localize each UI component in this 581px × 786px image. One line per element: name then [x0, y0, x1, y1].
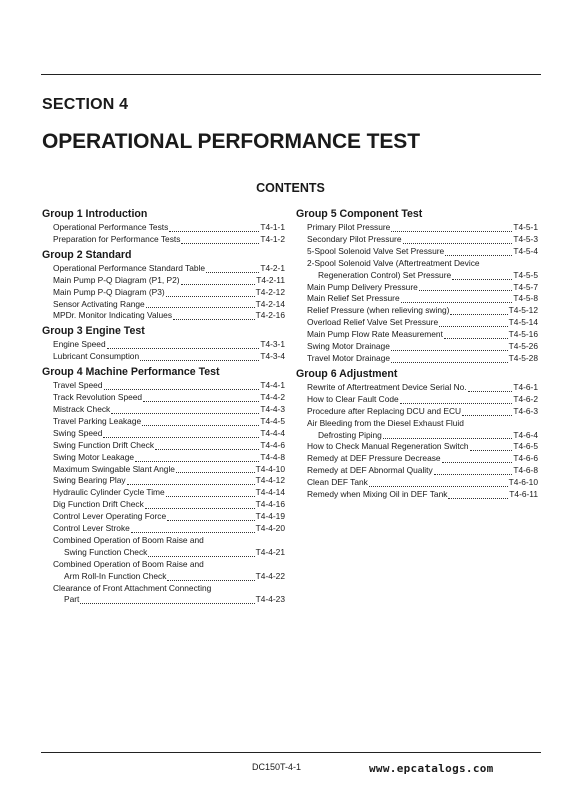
toc-entry[interactable] [53, 511, 285, 523]
dot-leader [148, 556, 254, 557]
toc-entry-row [53, 499, 285, 511]
toc-entry[interactable] [53, 222, 285, 234]
toc-entry-row [307, 406, 538, 418]
toc-entry-row [53, 547, 285, 559]
toc-entry-row [53, 310, 285, 322]
bottom-rule [41, 752, 541, 753]
toc-entry-row [53, 339, 285, 351]
toc-entry-title: Defrosting Piping [318, 429, 382, 440]
toc-entry[interactable] [53, 351, 285, 363]
toc-entry-title: MPDr. Monitor Indicating Values [53, 310, 173, 321]
toc-page-number: T4-4-12 [255, 475, 285, 486]
toc-entry-title: Remedy at DEF Abnormal Quality [307, 465, 433, 476]
toc-entry-lead: Combined Operation of Boom Raise and [53, 558, 204, 569]
toc-entry[interactable] [53, 452, 285, 464]
toc-page-number: T4-6-6 [513, 453, 538, 464]
toc-page-number: T4-6-1 [513, 381, 538, 392]
toc-entry-title: Swing Motor Drainage [307, 341, 390, 352]
toc-entry[interactable] [307, 394, 538, 406]
toc-entry-title: Overload Relief Valve Set Pressure [307, 317, 439, 328]
dot-leader [445, 255, 512, 256]
toc-entry-title: Operational Performance Standard Table [53, 262, 206, 273]
toc-entry[interactable] [307, 353, 538, 365]
dot-leader [146, 307, 255, 308]
toc-entry-title: Control Lever Operating Force [53, 511, 167, 522]
toc-entry-row [307, 270, 538, 282]
footer-site-link[interactable]: www.epcatalogs.com [369, 762, 494, 775]
toc-entry-title: Travel Motor Drainage [307, 352, 391, 363]
dot-leader [80, 603, 254, 604]
dot-leader [391, 350, 508, 351]
toc-group [42, 208, 285, 246]
toc-entry[interactable] [307, 489, 538, 501]
toc-entry-title: Lubricant Consumption [53, 351, 140, 362]
toc-entry[interactable] [53, 275, 285, 287]
dot-leader [166, 496, 255, 497]
toc-page-number: T4-4-23 [255, 594, 285, 605]
toc-page-number: T4-6-8 [513, 465, 538, 476]
group-title: Group 2 Standard [42, 248, 132, 261]
toc-page-number: T4-2-14 [255, 298, 285, 309]
toc-page-number: T4-2-12 [255, 286, 285, 297]
toc-entry-title: Secondary Pilot Pressure [307, 233, 402, 244]
contents-heading: CONTENTS [256, 181, 325, 195]
toc-entry[interactable] [307, 293, 538, 305]
toc-page-number: T4-1-2 [260, 233, 285, 244]
toc-entry-title: Sensor Activating Range [53, 298, 145, 309]
toc-entry-title: Hydraulic Cylinder Cycle Time [53, 487, 165, 498]
toc-page-number: T4-6-2 [513, 393, 538, 404]
toc-entry-title: Travel Speed [53, 380, 103, 391]
toc-page-number: T4-5-7 [513, 281, 538, 292]
toc-entry[interactable] [53, 523, 285, 535]
toc-entry[interactable] [307, 382, 538, 394]
toc-entry[interactable] [53, 416, 285, 428]
dot-leader [155, 449, 259, 450]
toc-entry[interactable] [307, 453, 538, 465]
toc-entry-title: Mistrack Check [53, 403, 111, 414]
group-title: Group 5 Component Test [296, 208, 423, 220]
toc-entry-row [53, 416, 285, 428]
toc-entry-lead: 2-Spool Solenoid Valve (Aftertreatment Device [307, 257, 480, 268]
toc-entry-row [53, 351, 285, 363]
toc-entry[interactable] [307, 282, 538, 294]
dot-leader [104, 389, 260, 390]
dot-leader [391, 362, 508, 363]
toc-entry-row [53, 475, 285, 487]
toc-entry[interactable] [307, 305, 538, 317]
toc-entry-title: Control Lever Stroke [53, 523, 130, 534]
toc-entry[interactable] [53, 234, 285, 246]
footer-doc-id: DC150T-4-1 [252, 762, 302, 772]
dot-leader [181, 243, 259, 244]
toc-page-number: T4-4-19 [255, 511, 285, 522]
toc-page-number: T4-4-21 [255, 546, 285, 557]
toc-page-number: T4-4-3 [260, 403, 285, 414]
toc-entry-title: Main Pump P-Q Diagram (P1, P2) [53, 274, 180, 285]
toc-entry-title: Track Revolution Speed [53, 392, 143, 403]
toc-entry-row [53, 487, 285, 499]
toc-entry-title: Part [64, 594, 80, 605]
group-title: Group 1 Introduction [42, 208, 148, 220]
toc-entry-title: Operational Performance Tests [53, 222, 169, 232]
toc-entry-title: Swing Function Check [64, 546, 148, 557]
toc-entry-list [307, 382, 538, 501]
dot-leader [176, 472, 255, 473]
dot-leader [173, 319, 255, 320]
toc-page-number: T4-5-26 [508, 341, 538, 352]
toc-entry-row [307, 317, 538, 329]
toc-entry-row [53, 222, 285, 234]
toc-entry-title: How to Check Manual Regeneration Switch [307, 441, 469, 452]
toc-entry-row [307, 293, 538, 305]
toc-group [42, 325, 285, 363]
toc-page-number: T4-6-10 [508, 477, 538, 488]
toc-entry[interactable] [53, 392, 285, 404]
toc-entry-title: Relief Pressure (when relieving swing) [307, 305, 450, 316]
toc-entry-lead: Combined Operation of Boom Raise and [53, 534, 204, 545]
toc-entry-row [53, 440, 285, 452]
toc-entry-title: How to Clear Fault Code [307, 393, 399, 404]
toc-entry-row [307, 453, 538, 465]
toc-page-number: T4-4-10 [255, 463, 285, 474]
toc-page-number: T4-5-3 [513, 233, 538, 244]
toc-entry-title: Clean DEF Tank [307, 477, 368, 488]
dot-leader [142, 425, 259, 426]
group-title: Group 3 Engine Test [42, 325, 145, 338]
toc-page-number: T4-1-1 [260, 222, 285, 232]
toc-entry[interactable] [53, 440, 285, 452]
toc-entry[interactable] [307, 465, 538, 477]
toc-entry[interactable] [53, 299, 285, 311]
toc-entry-title: Main Pump Delivery Pressure [307, 281, 418, 292]
toc-entry-row [53, 404, 285, 416]
toc-entry-row [307, 382, 538, 394]
toc-entry-lead: Clearance of Front Attachment Connecting [53, 582, 212, 593]
dot-leader [450, 314, 507, 315]
dot-leader [369, 486, 508, 487]
toc-page-number: T4-4-2 [260, 392, 285, 403]
top-rule [41, 74, 541, 75]
toc-entry[interactable] [307, 258, 538, 282]
toc-entry-row [53, 392, 285, 404]
toc-entry-title: Maximum Swingable Slant Angle [53, 463, 175, 474]
toc-page-number: T4-5-16 [508, 329, 538, 340]
toc-entry-title: Rewrite of Aftertreatment Device Serial No. [307, 381, 467, 392]
dot-leader [444, 338, 508, 339]
dot-leader [401, 302, 513, 303]
toc-entry-title: Regeneration Control) Set Pressure [318, 269, 452, 280]
toc-page-number: T4-3-1 [260, 339, 285, 350]
dot-leader [127, 484, 255, 485]
dot-leader [442, 462, 513, 463]
toc-entry-row [53, 452, 285, 464]
toc-page-number: T4-4-1 [260, 380, 285, 391]
toc-entry-row [53, 299, 285, 311]
dot-leader [140, 360, 259, 361]
toc-entry[interactable] [307, 341, 538, 353]
toc-entry-title: Swing Motor Leakage [53, 451, 135, 462]
toc-page-number: T4-4-5 [260, 415, 285, 426]
toc-entry[interactable] [53, 380, 285, 392]
toc-entry-title: Main Relief Set Pressure [307, 293, 400, 304]
toc-page-number: T4-4-14 [255, 487, 285, 498]
toc-entry-row [53, 511, 285, 523]
toc-entry-row [307, 465, 538, 477]
dot-leader [470, 450, 513, 451]
dot-leader [403, 243, 513, 244]
toc-page-number: T4-5-28 [508, 352, 538, 363]
dot-leader [181, 284, 256, 285]
toc-page-number: T4-5-5 [513, 269, 538, 280]
toc-entry-title: Swing Bearing Play [53, 475, 126, 486]
dot-leader [468, 391, 513, 392]
toc-entry[interactable] [53, 428, 285, 440]
toc-entry[interactable] [307, 234, 538, 246]
toc-entry-row [307, 489, 538, 501]
toc-entry[interactable] [53, 559, 285, 583]
toc-entry[interactable] [307, 406, 538, 418]
dot-leader [167, 520, 255, 521]
toc-entry-row [307, 246, 538, 258]
toc-entry-list [53, 263, 285, 323]
toc-page-number: T4-3-4 [260, 351, 285, 362]
toc-page-number: T4-4-4 [260, 427, 285, 438]
toc-entry[interactable] [53, 499, 285, 511]
toc-entry-row [53, 523, 285, 535]
toc-entry[interactable] [53, 263, 285, 275]
toc-entry-row [53, 571, 285, 583]
toc-entry-row [307, 341, 538, 353]
toc-page-number: T4-6-3 [513, 405, 538, 416]
toc-entry-row [53, 234, 285, 246]
toc-entry-title: Main Pump Flow Rate Measurement [307, 329, 443, 340]
toc-entry-title: Travel Parking Leakage [53, 415, 142, 426]
toc-entry-lead: Air Bleeding from the Diesel Exhaust Fluid [307, 417, 464, 428]
toc-entry-list [53, 339, 285, 363]
toc-page-number: T4-4-20 [255, 523, 285, 534]
toc-page-number: T4-2-16 [255, 310, 285, 321]
dot-leader [452, 279, 512, 280]
toc-entry[interactable] [53, 310, 285, 322]
toc-entry-title: Arm Roll-In Function Check [64, 570, 167, 581]
toc-page-number: T4-6-11 [509, 489, 538, 500]
toc-page-number: T4-4-22 [255, 570, 285, 581]
toc-entry-title: Remedy at DEF Pressure Decrease [307, 453, 441, 464]
toc-page-number: T4-6-4 [513, 429, 538, 440]
toc-entry-row [53, 287, 285, 299]
toc-entry-row [307, 477, 538, 489]
toc-entry[interactable] [307, 477, 538, 489]
toc-entry-row [53, 380, 285, 392]
dot-leader [103, 437, 259, 438]
toc-entry-title: Swing Speed [53, 427, 103, 438]
dot-leader [400, 403, 513, 404]
toc-column-left [42, 208, 285, 609]
dot-leader [145, 508, 255, 509]
toc-entry-title: Dig Function Drift Check [53, 499, 144, 510]
dot-leader [135, 461, 259, 462]
toc-entry-row [53, 464, 285, 476]
dot-leader [107, 348, 260, 349]
toc-entry-row [307, 329, 538, 341]
dot-leader [419, 290, 513, 291]
toc-page-number: T4-5-8 [513, 293, 538, 304]
toc-page-number: T4-4-16 [255, 499, 285, 510]
toc-entry[interactable] [53, 404, 285, 416]
group-title: Group 4 Machine Performance Test [42, 366, 220, 379]
toc-entry[interactable] [307, 418, 538, 442]
toc-entry-row [307, 394, 538, 406]
toc-entry[interactable] [307, 222, 538, 234]
dot-leader [166, 296, 255, 297]
dot-leader [462, 415, 512, 416]
toc-page-number: T4-5-14 [508, 317, 538, 328]
toc-entry[interactable] [53, 287, 285, 299]
toc-page-number: T4-5-4 [513, 245, 538, 256]
toc-entry-row [307, 282, 538, 294]
toc-entry[interactable] [307, 246, 538, 258]
toc-entry-list [307, 222, 538, 365]
toc-entry-row [307, 430, 538, 442]
toc-page-number: T4-2-1 [260, 262, 285, 273]
dot-leader [131, 532, 255, 533]
toc-entry-row [307, 222, 538, 234]
toc-group [296, 368, 538, 501]
toc-entry-row [53, 428, 285, 440]
toc-entry-row [307, 441, 538, 453]
toc-group [296, 208, 538, 365]
group-title: Group 6 Adjustment [296, 367, 398, 380]
section-label: SECTION 4 [42, 96, 129, 113]
toc-page-number: T4-2-11 [256, 274, 285, 285]
toc-group [42, 249, 285, 323]
toc-entry-row [53, 263, 285, 275]
toc-entry[interactable] [53, 535, 285, 559]
dot-leader [169, 231, 259, 232]
toc-entry-title: 5-Spool Solenoid Valve Set Pressure [307, 245, 445, 256]
toc-entry[interactable] [53, 339, 285, 351]
toc-entry-row [307, 305, 538, 317]
toc-entry-title: Remedy when Mixing Oil in DEF Tank [307, 489, 448, 500]
toc-entry[interactable] [307, 441, 538, 453]
toc-entry-list [53, 380, 285, 606]
toc-column-right [296, 208, 538, 504]
toc-entry[interactable] [53, 487, 285, 499]
dot-leader [143, 401, 259, 402]
toc-page-number: T4-4-8 [260, 451, 285, 462]
toc-entry-row [53, 275, 285, 287]
toc-entry-title: Main Pump P-Q Diagram (P3) [53, 286, 165, 297]
toc-entry-title: Procedure after Replacing DCU and ECU [307, 405, 462, 416]
toc-page-number: T4-6-5 [513, 441, 538, 452]
toc-entry[interactable] [53, 475, 285, 487]
toc-entry[interactable] [53, 464, 285, 476]
toc-entry-title: Engine Speed [53, 339, 106, 350]
toc-page-number: T4-5-1 [513, 222, 538, 232]
toc-entry-row [53, 594, 285, 606]
toc-entry[interactable] [53, 583, 285, 607]
toc-entry-title: Swing Function Drift Check [53, 439, 155, 450]
toc-entry-row [307, 353, 538, 365]
toc-entry[interactable] [307, 317, 538, 329]
dot-leader [391, 231, 512, 232]
toc-page-number: T4-4-6 [260, 439, 285, 450]
toc-entry-title: Preparation for Performance Tests [53, 233, 181, 244]
toc-entry-row [307, 234, 538, 246]
toc-entry[interactable] [307, 329, 538, 341]
dot-leader [439, 326, 508, 327]
toc-group [42, 366, 285, 606]
dot-leader [383, 438, 513, 439]
toc-page-number: T4-5-12 [508, 305, 538, 316]
dot-leader [448, 498, 508, 499]
toc-entry-title: Primary Pilot Pressure [307, 222, 391, 232]
dot-leader [111, 413, 259, 414]
dot-leader [434, 474, 513, 475]
dot-leader [206, 272, 259, 273]
dot-leader [167, 580, 254, 581]
page-title: OPERATIONAL PERFORMANCE TEST [42, 130, 420, 153]
toc-entry-list [53, 222, 285, 246]
